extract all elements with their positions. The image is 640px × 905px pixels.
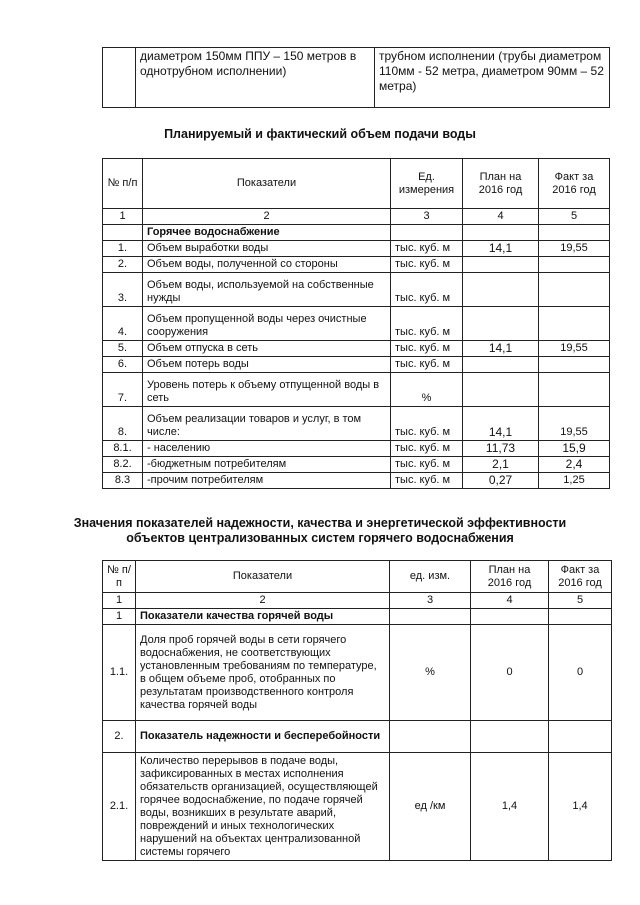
row-plan: 14,1	[463, 341, 539, 357]
row-name: Объем выработки воды	[143, 241, 391, 257]
row-num: 2.	[103, 257, 143, 273]
row-num: 8.	[103, 407, 143, 441]
header-unit: ед. изм.	[390, 561, 471, 593]
row-fact: 0	[549, 625, 612, 721]
row-num: 3.	[103, 273, 143, 307]
group-label: Показатели качества горячей воды	[136, 609, 390, 625]
row-fact: 15,9	[539, 441, 610, 457]
row-fact	[539, 373, 610, 407]
row-unit: тыс. куб. м	[391, 341, 463, 357]
row-unit: тыс. куб. м	[391, 307, 463, 341]
row-num: 2.1.	[103, 753, 136, 861]
row-fact: 1,4	[549, 753, 612, 861]
row-unit: тыс. куб. м	[391, 407, 463, 441]
header-plan: План на 2016 год	[463, 159, 539, 209]
row-unit: тыс. куб. м	[391, 473, 463, 489]
row-name: Доля проб горячей воды в сети горячего водоснабжения, не соответствующих установленным требованиям по температуре, в общем объеме проб, отобранных по результатам производственного контроля качества горячей воды	[136, 625, 390, 721]
row-plan	[463, 307, 539, 341]
row-unit: ед /км	[390, 753, 471, 861]
table-row	[103, 357, 610, 373]
row-plan: 2,1	[463, 457, 539, 473]
row-plan: 0	[471, 625, 549, 721]
index-cell: 3	[390, 593, 471, 609]
row-fact: 19,55	[539, 407, 610, 441]
index-cell: 4	[471, 593, 549, 609]
table-row	[103, 753, 612, 861]
group-num: 2.	[103, 721, 136, 753]
header-unit: Ед. измерения	[391, 159, 463, 209]
row-plan: 0,27	[463, 473, 539, 489]
row-fact: 1,25	[539, 473, 610, 489]
table2-group-row	[103, 721, 612, 753]
table-row	[103, 241, 610, 257]
row-num: 1.1.	[103, 625, 136, 721]
header-indicator: Показатели	[143, 159, 391, 209]
index-cell: 2	[143, 209, 391, 225]
table-row	[103, 441, 610, 457]
row-num: 1.	[103, 241, 143, 257]
header-num: № п/п	[103, 561, 136, 593]
index-cell: 1	[103, 209, 143, 225]
row-plan: 11,73	[463, 441, 539, 457]
group-label: Показатель надежности и бесперебойности	[136, 721, 390, 753]
header-plan: План на 2016 год	[471, 561, 549, 593]
top-table-left-text: диаметром 150мм ППУ – 150 метров в однотрубном исполнении)	[136, 48, 375, 108]
header-fact: Факт за 2016 год	[549, 561, 612, 593]
row-fact: 2,4	[539, 457, 610, 473]
top-table	[102, 47, 610, 108]
row-name: Объем потерь воды	[143, 357, 391, 373]
table-row	[103, 273, 610, 307]
row-unit: тыс. куб. м	[391, 357, 463, 373]
table-row	[103, 407, 610, 441]
row-name: Объем реализации товаров и услуг, в том числе:	[143, 407, 391, 441]
index-cell: 5	[539, 209, 610, 225]
row-plan: 14,1	[463, 241, 539, 257]
index-cell: 5	[549, 593, 612, 609]
row-name: Объем воды, полученной со стороны	[143, 257, 391, 273]
table1-index-row	[103, 209, 610, 225]
row-num: 5.	[103, 341, 143, 357]
table-row	[103, 307, 610, 341]
supply-volume-table	[102, 158, 610, 489]
row-plan	[463, 357, 539, 373]
row-plan	[463, 273, 539, 307]
section2-title-line1: Значения показателей надежности, качества и энергетической эффективности	[73, 516, 567, 530]
row-plan	[463, 257, 539, 273]
table1-header-row	[103, 159, 610, 209]
reliability-table	[102, 560, 612, 861]
row-num: 4.	[103, 307, 143, 341]
table-row	[103, 625, 612, 721]
row-fact: 19,55	[539, 241, 610, 257]
top-table-num-cell	[103, 48, 136, 108]
index-cell: 1	[103, 593, 136, 609]
row-unit: тыс. куб. м	[391, 441, 463, 457]
table-row	[103, 373, 610, 407]
row-num: 8.3	[103, 473, 143, 489]
header-indicator: Показатели	[136, 561, 390, 593]
group-num: 1	[103, 609, 136, 625]
index-cell: 4	[463, 209, 539, 225]
row-name: Объем отпуска в сеть	[143, 341, 391, 357]
table-row	[103, 473, 610, 489]
row-name: Объем воды, используемой на собственные нужды	[143, 273, 391, 307]
table2-group-row	[103, 609, 612, 625]
row-plan	[463, 373, 539, 407]
row-unit: тыс. куб. м	[391, 257, 463, 273]
table-row	[103, 457, 610, 473]
row-num: 6.	[103, 357, 143, 373]
header-fact: Факт за 2016 год	[539, 159, 610, 209]
section2-title-line2: объектов централизованных систем горячего водоснабжения	[126, 531, 514, 545]
row-name: -прочим потребителям	[143, 473, 391, 489]
row-fact	[539, 307, 610, 341]
group-label: Горячее водоснабжение	[143, 225, 391, 241]
row-num: 7.	[103, 373, 143, 407]
row-unit: %	[390, 625, 471, 721]
row-unit: тыс. куб. м	[391, 241, 463, 257]
table1-group-row	[103, 225, 610, 241]
section1-title: Планируемый и фактический объем подачи воды	[164, 127, 476, 141]
table2-index-row	[103, 593, 612, 609]
top-table-right-text: трубном исполнении (трубы диаметром 110мм - 52 метра, диаметром 90мм – 52 метра)	[375, 48, 610, 108]
row-fact	[539, 257, 610, 273]
row-name: -бюджетным потребителям	[143, 457, 391, 473]
row-unit: тыс. куб. м	[391, 273, 463, 307]
row-name: - населению	[143, 441, 391, 457]
row-name: Уровень потерь к объему отпущенной воды в сеть	[143, 373, 391, 407]
table-row	[103, 257, 610, 273]
index-cell: 2	[136, 593, 390, 609]
table2-header-row	[103, 561, 612, 593]
row-name: Количество перерывов в подаче воды, зафиксированных в местах исполнения обязательств организацией, осуществляющей горячее водоснабжение, по подаче горячей воды, возникших в результате аварий, повреждений и иных технологических нарушений на объектах централизованной системы горячего	[136, 753, 390, 861]
row-fact: 19,55	[539, 341, 610, 357]
row-fact	[539, 273, 610, 307]
row-num: 8.2.	[103, 457, 143, 473]
header-num: № п/п	[103, 159, 143, 209]
table-row	[103, 341, 610, 357]
row-name: Объем пропущенной воды через очистные сооружения	[143, 307, 391, 341]
row-unit: тыс. куб. м	[391, 457, 463, 473]
row-num: 8.1.	[103, 441, 143, 457]
row-unit: %	[391, 373, 463, 407]
row-fact	[539, 357, 610, 373]
index-cell: 3	[391, 209, 463, 225]
row-plan: 14,1	[463, 407, 539, 441]
row-plan: 1,4	[471, 753, 549, 861]
